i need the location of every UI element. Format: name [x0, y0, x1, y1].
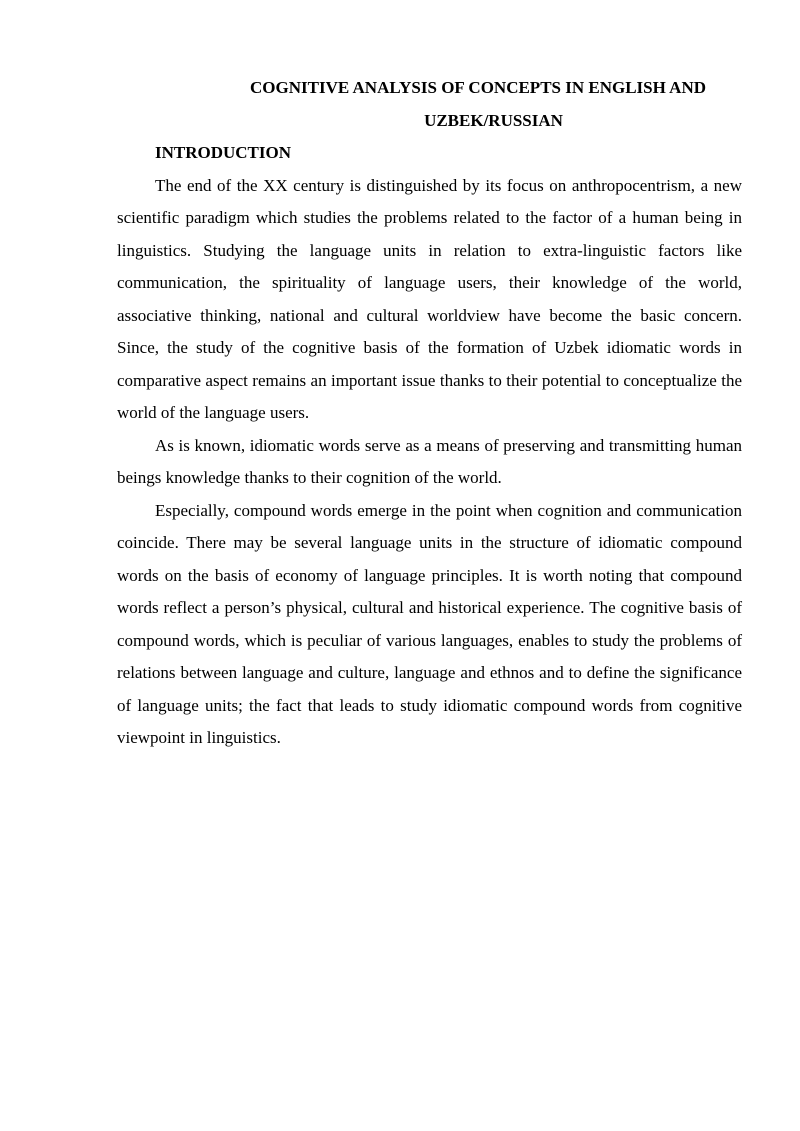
section-heading: INTRODUCTION: [155, 143, 292, 162]
title-line-1: COGNITIVE ANALYSIS OF CONCEPTS IN ENGLISH AND: [250, 78, 706, 97]
title-line-2: UZBEK/RUSSIAN: [424, 110, 563, 130]
paragraph-3: Especially, compound words emerge in the point when cognition and communication coincide. There may be several language units in the structure of idiomatic compound words on the basis of economy of language principles. It is worth noting that compound words reflect a person’s physical, cultural and historical experience. The cognitive basis of compound words, which is peculiar of various languages, enables to study the problems of relations between language and culture, language and ethnos and to define the significance of language units; the fact that leads to study idiomatic compound words from cognitive viewpoint in linguistics.: [117, 500, 742, 747]
document-body: [117, 72, 742, 755]
paragraph-1: The end of the XX century is distinguished by its focus on anthropocentrism, a new scientific paradigm which studies the problems related to the factor of a human being in linguistics. Studying the language units in relation to extra-linguistic factors like communication, the spirituality of language users, their knowledge of the world, associative thinking, national and cultural worldview have become the basic concern. Since, the study of the cognitive basis of the formation of Uzbek idiomatic words in comparative aspect remains an important issue thanks to their potential to conceptualize the world of the language users.: [117, 175, 742, 422]
paragraph-2: As is known, idiomatic words serve as a means of preserving and transmitting human beings knowledge thanks to their cognition of the world.: [117, 435, 742, 487]
document-title: [117, 72, 742, 137]
